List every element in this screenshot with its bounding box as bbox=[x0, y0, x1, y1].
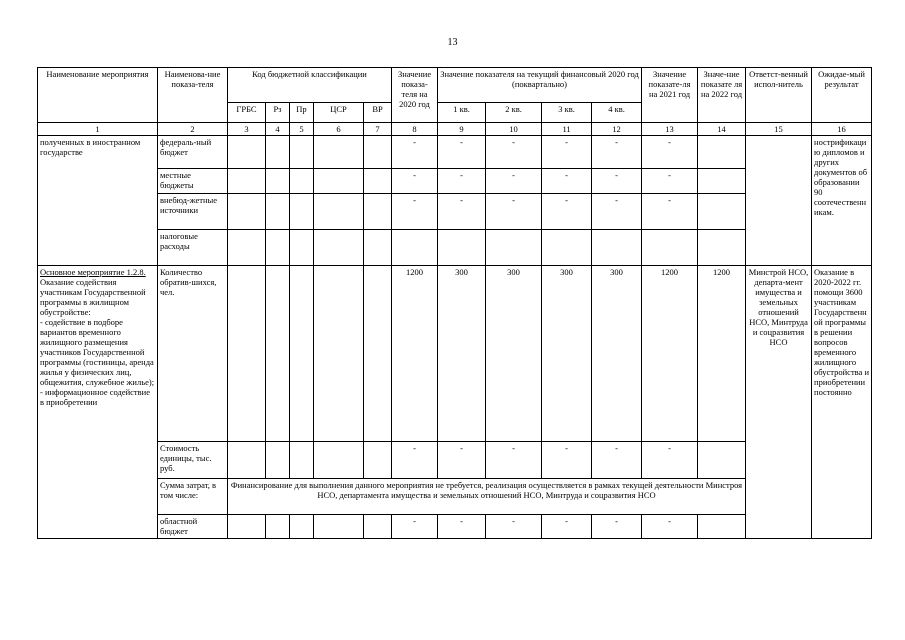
header-result: Ожидае-мый результат bbox=[812, 68, 872, 123]
col-num: 2 bbox=[158, 123, 228, 136]
col-num: 11 bbox=[542, 123, 592, 136]
value-2022 bbox=[698, 515, 746, 539]
indicator-label: налоговые расходы bbox=[158, 230, 228, 266]
value-2021: - bbox=[642, 194, 698, 230]
event-name-cell bbox=[38, 266, 158, 539]
indicator-label: Сумма затрат, в том числе: bbox=[158, 479, 228, 515]
event-name-cell: полученных в иностранном государстве bbox=[38, 136, 158, 266]
col-num: 7 bbox=[364, 123, 392, 136]
value-q2: - bbox=[486, 169, 542, 194]
header-value-2021: Значение показате-ля на 2021 год bbox=[642, 68, 698, 123]
value-q2: - bbox=[486, 194, 542, 230]
col-num: 3 bbox=[228, 123, 266, 136]
indicator-label: федераль-ный бюджет bbox=[158, 136, 228, 169]
value-q4: - bbox=[592, 515, 642, 539]
value-q3: - bbox=[542, 136, 592, 169]
table-row bbox=[38, 266, 872, 442]
value-q3: - bbox=[542, 442, 592, 479]
value-q4: - bbox=[592, 136, 642, 169]
header-csr: ЦСР bbox=[314, 103, 364, 123]
value-q1: - bbox=[438, 169, 486, 194]
col-num: 13 bbox=[642, 123, 698, 136]
result-cell: Оказание в 2020-2022 гг. помощи 3600 участникам Государственной программы в решении вопросов временного жилищного обустройства и приобретении постоянно bbox=[812, 266, 872, 539]
header-vr: ВР bbox=[364, 103, 392, 123]
header-event-name: Наименование мероприятия bbox=[38, 68, 158, 123]
header-grbs: ГРБС bbox=[228, 103, 266, 123]
responsible-cell: Минстрой НСО, департа-мент имущества и земельных отношений НСО, Минтруда и соцразвития НСО bbox=[746, 266, 812, 539]
header-rz: Рз bbox=[266, 103, 290, 123]
header-current-year: Значение показателя на текущий финансовый 2020 год (поквартально) bbox=[438, 68, 642, 103]
col-num: 16 bbox=[812, 123, 872, 136]
value-2022: 1200 bbox=[698, 266, 746, 442]
responsible-cell bbox=[746, 136, 812, 266]
value-q1: 300 bbox=[438, 266, 486, 442]
value-2021: - bbox=[642, 169, 698, 194]
value-q1: - bbox=[438, 515, 486, 539]
col-num: 5 bbox=[290, 123, 314, 136]
financing-note: Финансирование для выполнения данного мероприятия не требуется, реализация осуществляется в рамках текущей деятельности Минстроя НСО, департамента имущества и земельных отношений НСО, Минтруда и соцразвития НСО bbox=[228, 479, 746, 515]
value-2020: - bbox=[392, 515, 438, 539]
column-numbers-row bbox=[38, 123, 872, 136]
col-num: 15 bbox=[746, 123, 812, 136]
header-responsible: Ответст-венный испол-нитель bbox=[746, 68, 812, 123]
value-q1: - bbox=[438, 136, 486, 169]
value-q4: - bbox=[592, 169, 642, 194]
value-q3: - bbox=[542, 515, 592, 539]
value-q1: - bbox=[438, 194, 486, 230]
header-value-2020: Значение показа-теля на 2020 год bbox=[392, 68, 438, 123]
col-num: 6 bbox=[314, 123, 364, 136]
indicator-label: областной бюджет bbox=[158, 515, 228, 539]
col-num: 8 bbox=[392, 123, 438, 136]
value-2020: - bbox=[392, 136, 438, 169]
value-q1: - bbox=[438, 442, 486, 479]
col-num: 14 bbox=[698, 123, 746, 136]
indicator-label: местные бюджеты bbox=[158, 169, 228, 194]
header-indicator-name: Наименова-ние показа-теля bbox=[158, 68, 228, 123]
value-q3: - bbox=[542, 169, 592, 194]
header-q3: 3 кв. bbox=[542, 103, 592, 123]
indicator-label: Стоимость единицы, тыс. руб. bbox=[158, 442, 228, 479]
header-q4: 4 кв. bbox=[592, 103, 642, 123]
event-title: Основное мероприятие 1.2.8. bbox=[40, 267, 146, 277]
header-q2: 2 кв. bbox=[486, 103, 542, 123]
value-2022 bbox=[698, 442, 746, 479]
value-q4: - bbox=[592, 442, 642, 479]
col-num: 1 bbox=[38, 123, 158, 136]
value-q2: - bbox=[486, 515, 542, 539]
value-2021: - bbox=[642, 515, 698, 539]
result-cell: нострификацию дипломов и других документов об образовании 90 соотечественникам. bbox=[812, 136, 872, 266]
header-q1: 1 кв. bbox=[438, 103, 486, 123]
col-num: 4 bbox=[266, 123, 290, 136]
value-2022 bbox=[698, 169, 746, 194]
value-2022 bbox=[698, 194, 746, 230]
col-num: 9 bbox=[438, 123, 486, 136]
value-2021: - bbox=[642, 136, 698, 169]
value-q3: 300 bbox=[542, 266, 592, 442]
table-row bbox=[38, 136, 872, 169]
value-q4: - bbox=[592, 194, 642, 230]
value-2022 bbox=[698, 136, 746, 169]
header-row-1 bbox=[38, 68, 872, 103]
value-2021: 1200 bbox=[642, 266, 698, 442]
page-number: 13 bbox=[447, 37, 458, 48]
indicator-label: Количество обратив-шихся, чел. bbox=[158, 266, 228, 442]
value-2020: 1200 bbox=[392, 266, 438, 442]
value-2020: - bbox=[392, 169, 438, 194]
col-num: 12 bbox=[592, 123, 642, 136]
header-value-2022: Значе-ние показате ля на 2022 год bbox=[698, 68, 746, 123]
value-q2: 300 bbox=[486, 266, 542, 442]
header-budget-code: Код бюджетной классификации bbox=[228, 68, 392, 103]
value-q2: - bbox=[486, 442, 542, 479]
value-q2: - bbox=[486, 136, 542, 169]
value-q4: 300 bbox=[592, 266, 642, 442]
value-2020: - bbox=[392, 194, 438, 230]
event-description: Оказание содействия участникам Государственной программы в жилищном обустройстве: - содействие в подборе вариантов временного жилищного размещения участников Государственной программы (гостиницы, аренда жилья у физических лиц, общежития, служебное жилье); - информационное содействие в приобретении bbox=[40, 277, 155, 407]
program-table bbox=[37, 67, 872, 539]
value-2021: - bbox=[642, 442, 698, 479]
header-pr: Пр bbox=[290, 103, 314, 123]
indicator-label: внебюд-жетные источники bbox=[158, 194, 228, 230]
value-2020: - bbox=[392, 442, 438, 479]
value-q3: - bbox=[542, 194, 592, 230]
col-num: 10 bbox=[486, 123, 542, 136]
